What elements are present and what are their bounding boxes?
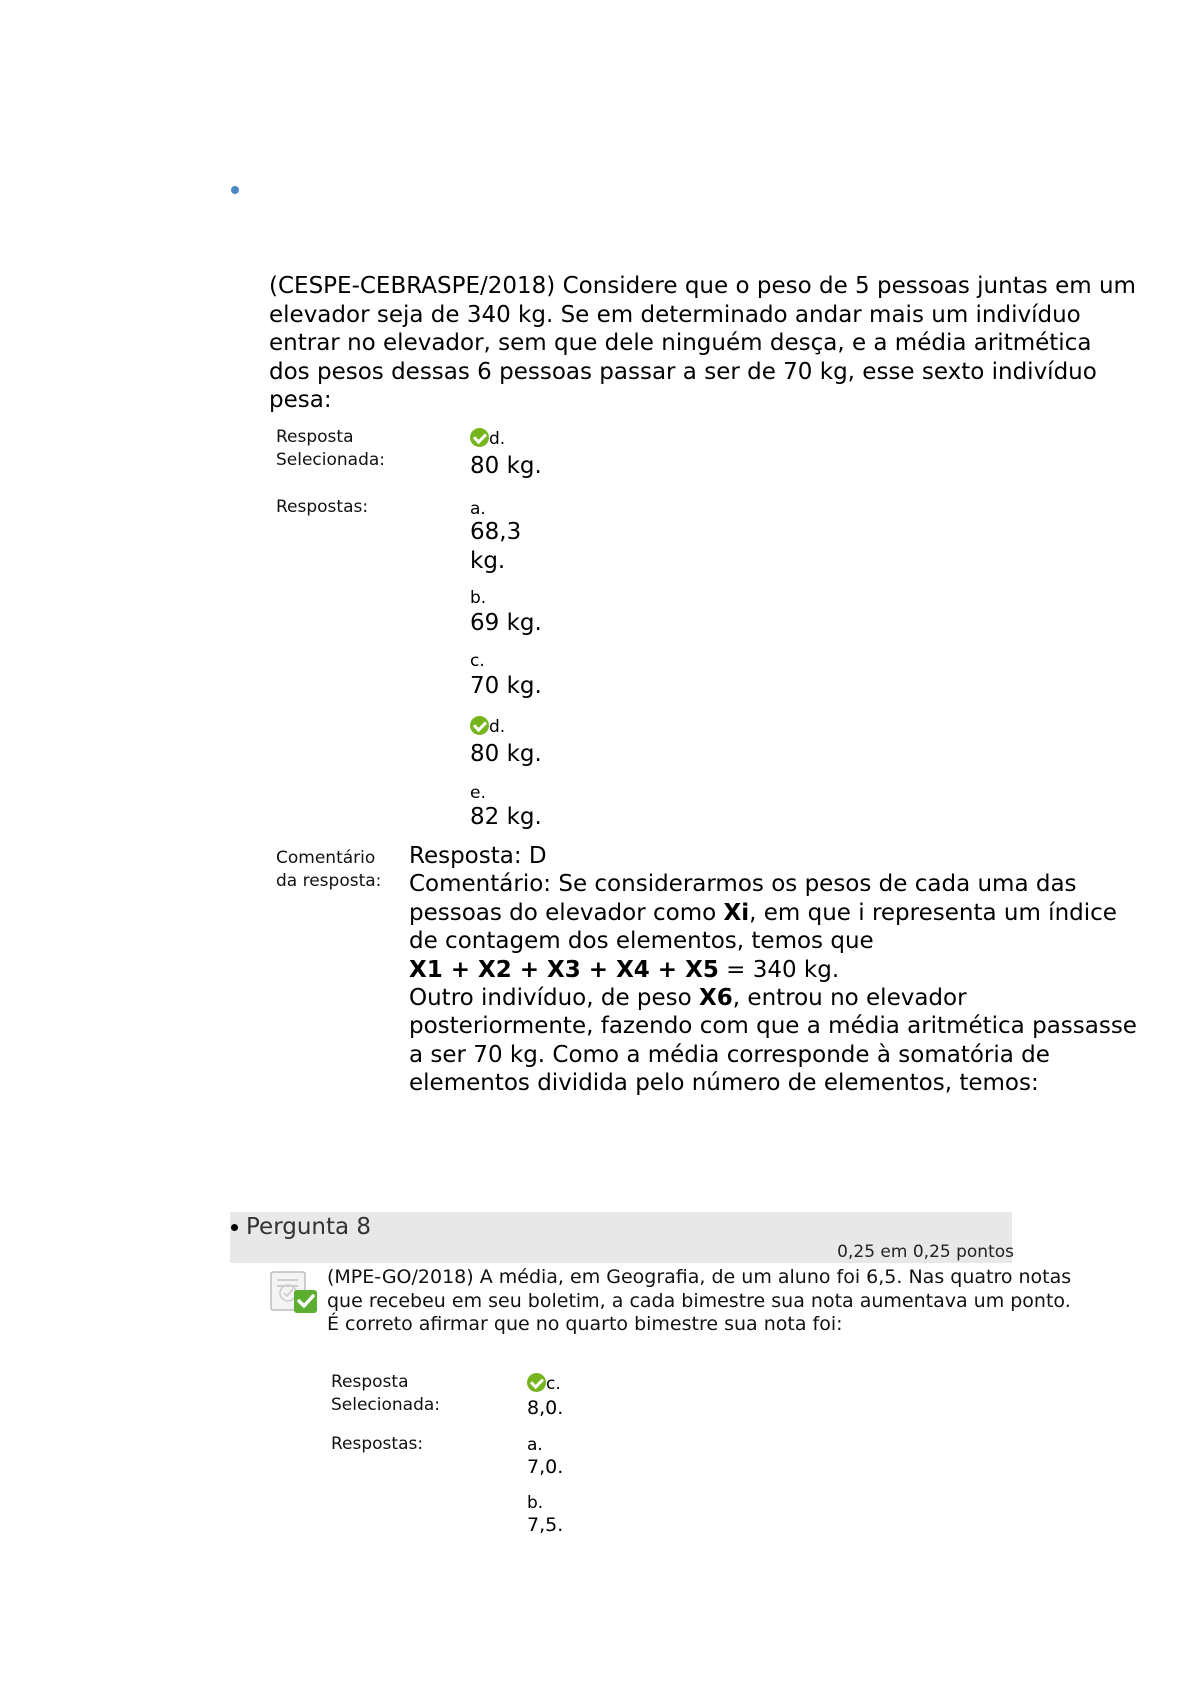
selected-answer-value: 80 kg.	[470, 453, 542, 479]
option-letter: c.	[470, 651, 485, 671]
question-text: (CESPE-CEBRASPE/2018) Considere que o peso de 5 pessoas juntas em um elevador seja de 340 kg. Se em determinado andar mais um indivíduo entrar no elevador, sem que dele ninguém desça, e a média aritmética dos pesos dessas 6 pessoas passar a ser de 70 kg, esse sexto indivíduo pesa:	[269, 273, 1136, 413]
selected-answer-label: Resposta Selecionada:	[331, 1372, 441, 1415]
option-letter: a.	[527, 1435, 543, 1455]
comment-label: Comentário da resposta:	[276, 848, 382, 891]
option-value: 7,5.	[527, 1514, 564, 1536]
answer-comment: Resposta: D Comentário: Se considerarmos os pesos de cada uma das pessoas do elevador como Xi, em que i representa um índice de contagem dos elementos, temos que X1 + X2 + X3 + X4 + X5 = 340 kg. Outro indivíduo, de peso X6, entrou no elevador posteriormente, fazendo com que a média aritmética passasse a ser 70 kg. Como a média corresponde à somatória de elementos dividida pelo número de elementos, temos:	[409, 843, 1137, 1097]
list-bullet	[231, 1224, 238, 1231]
option-letter: b.	[470, 588, 487, 608]
option-value: 80 kg.	[470, 741, 542, 767]
answers-label: Respostas:	[276, 497, 369, 517]
option-value: 7,0.	[527, 1456, 564, 1478]
option-value: 82 kg.	[470, 804, 542, 830]
option-value: 68,3 kg.	[470, 519, 522, 574]
question-title: Pergunta 8	[246, 1214, 372, 1240]
question-text: (MPE-GO/2018) A média, em Geografia, de um aluno foi 6,5. Nas quatro notas que recebeu em seu boletim, a cada bimestre sua nota aumentava um ponto. É correto afirmar que no quarto bimestre sua nota foi:	[327, 1266, 1072, 1335]
check-icon	[470, 428, 489, 447]
correct-answer-icon	[270, 1268, 318, 1314]
option-letter: b.	[527, 1493, 544, 1513]
selected-answer-letter: d.	[470, 428, 505, 450]
list-bullet	[231, 186, 239, 194]
option-letter: e.	[470, 783, 486, 803]
option-letter: a.	[470, 499, 486, 519]
selected-answer-value: 8,0.	[527, 1397, 564, 1419]
question-points: 0,25 em 0,25 pontos	[837, 1242, 1014, 1262]
answers-label: Respostas:	[331, 1434, 424, 1454]
check-icon	[527, 1373, 546, 1392]
selected-answer-letter: c.	[527, 1373, 561, 1395]
option-letter: d.	[470, 716, 505, 738]
check-icon	[470, 716, 489, 735]
option-value: 69 kg.	[470, 610, 542, 636]
selected-answer-label: Resposta Selecionada:	[276, 427, 386, 470]
option-value: 70 kg.	[470, 673, 542, 699]
